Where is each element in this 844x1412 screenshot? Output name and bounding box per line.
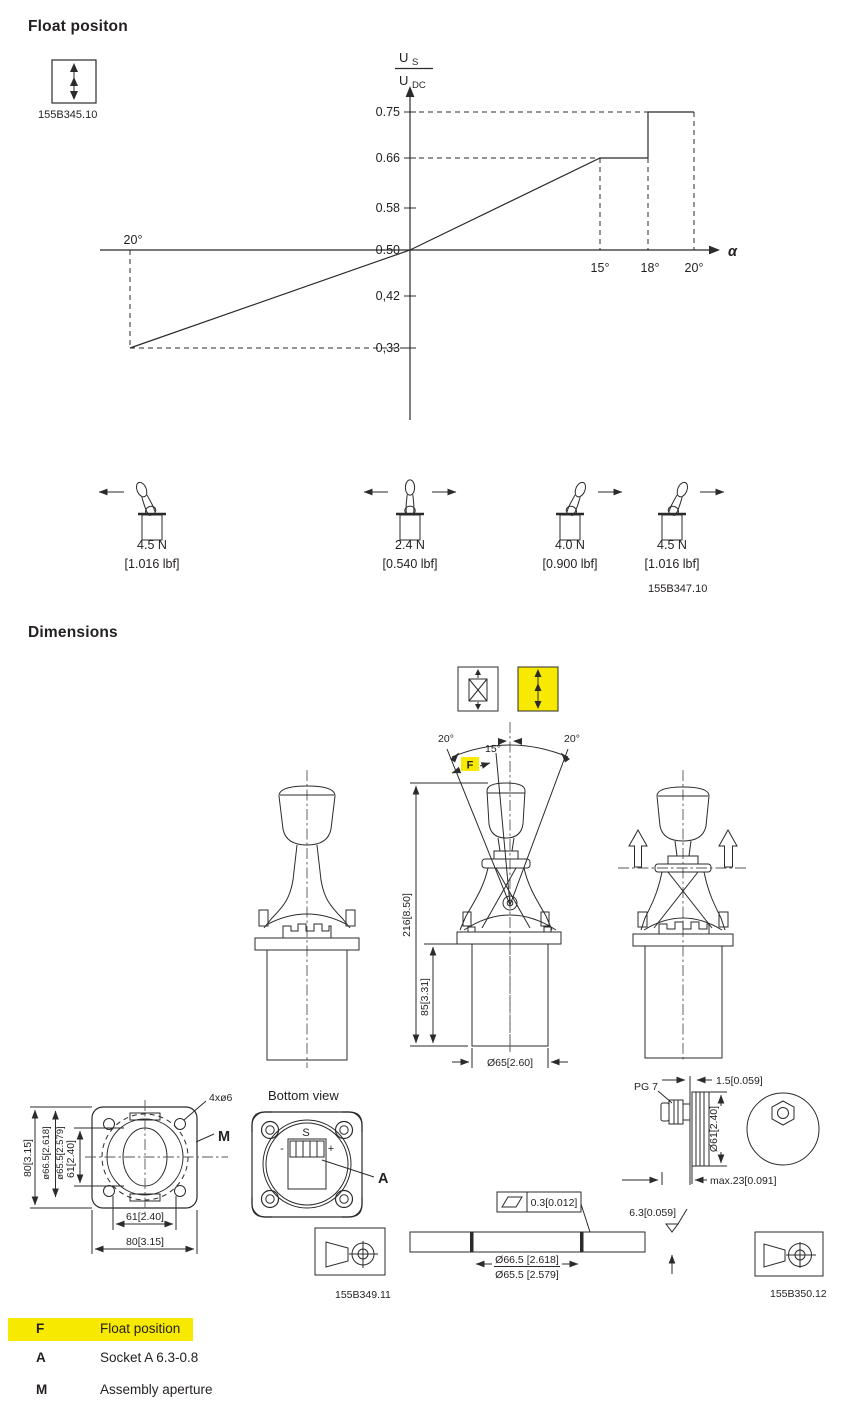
body-height-label: 85[3.31]: [419, 978, 431, 1016]
connector-s-label: S: [302, 1127, 310, 1139]
chart-reference-lines: [130, 112, 694, 348]
legend-key-f: F: [36, 1321, 45, 1336]
bottom-view: [252, 1088, 389, 1217]
svg-text:0.58: 0.58: [375, 201, 400, 215]
y-axis-label-fraction: [395, 50, 433, 91]
svg-text:0,33: 0,33: [375, 341, 400, 355]
pull-view-joystick: [618, 770, 748, 1062]
projection-symbol-right: [755, 1232, 823, 1276]
connector-block: [288, 1139, 326, 1189]
bottom-view-title: Bottom view: [268, 1088, 339, 1103]
force-item-center: [364, 480, 456, 571]
aperture-dia-inner-label: ø65.5[2.579]: [55, 1126, 66, 1180]
section-title-float-position: Float positon: [28, 18, 128, 35]
socket-marker: A: [378, 1171, 389, 1187]
legend-desc-float-position: Float position: [100, 1321, 181, 1336]
force-lbf: [1.016 lbf]: [644, 557, 700, 571]
force-lbf: [1.016 lbf]: [124, 557, 180, 571]
flange-view: [22, 1092, 233, 1254]
assembly-aperture-marker: M: [218, 1129, 231, 1145]
force-item-left: [99, 481, 179, 571]
flange-width-label: 80[3.15]: [126, 1236, 164, 1248]
float-position-chart: [0, 0, 844, 460]
front-view-angle-fan: [438, 722, 580, 1052]
roughness-symbol: [666, 1224, 678, 1232]
figure-ref-155B345: 155B345.10: [38, 109, 98, 121]
svg-text:0.75: 0.75: [375, 105, 400, 119]
panel-thickness-label: 6.3[0.059]: [629, 1207, 676, 1219]
collar-diameter-label: Ø61[2.40]: [708, 1105, 720, 1153]
connector-plus-label: +: [327, 1143, 335, 1155]
legend-key-a: A: [36, 1350, 46, 1365]
chart-data-line: [130, 112, 694, 348]
figure-ref-155B347: 155B347.10: [648, 583, 708, 595]
pull-direction-arrow-left: [629, 830, 647, 867]
svg-text:DC: DC: [412, 80, 426, 91]
max-depth-label: max.23[0.091]: [710, 1175, 777, 1187]
gland-rear-circle: [747, 1093, 819, 1165]
x-tick-labels: [124, 233, 704, 275]
force-lbf: [0.540 lbf]: [382, 557, 438, 571]
spring-return-icon: [52, 60, 96, 103]
force-value: 4.5 N: [137, 538, 167, 552]
cutout-dia-lower-label: Ø65.5 [2.579]: [495, 1269, 559, 1281]
dimensions-drawing: [0, 620, 844, 1320]
connector-minus-label: -: [280, 1143, 284, 1155]
flatness-symbol: [502, 1197, 522, 1207]
force-value: 4.0 N: [555, 538, 585, 552]
cable-gland-view: [622, 1075, 819, 1187]
aperture-width-label: 61[2.40]: [126, 1211, 164, 1223]
cutout-dia-upper-label: Ø66.5 [2.618]: [495, 1254, 559, 1266]
pull-direction-arrow-right: [719, 830, 737, 867]
svg-text:S: S: [412, 57, 419, 68]
figure-ref-155B350: 155B350.12: [770, 1288, 827, 1300]
plate-thickness-label: 1.5[0.059]: [716, 1075, 763, 1087]
svg-text:U: U: [399, 73, 409, 88]
svg-text:20°: 20°: [684, 261, 704, 275]
no-spring-icon: [458, 667, 498, 711]
side-view-joystick: [255, 770, 359, 1068]
svg-text:0,42: 0,42: [375, 289, 400, 303]
flange-holes-label: 4xø6: [209, 1092, 233, 1104]
front-view-joystick: [457, 783, 561, 1052]
flatness-tolerance-label: 0.3[0.012]: [530, 1197, 578, 1209]
hex-nut: [772, 1101, 794, 1125]
x-tick-negative: 20°: [123, 233, 143, 247]
force-value: 4.5 N: [657, 538, 687, 552]
force-item-right-a: [543, 481, 622, 571]
overall-height-label: 216[8.50]: [401, 893, 413, 937]
svg-text:18°: 18°: [640, 261, 660, 275]
body-diameter-label: Ø65[2.60]: [486, 1057, 534, 1069]
aperture-height-label: 61[2.40]: [65, 1140, 77, 1178]
section-title-dimensions: Dimensions: [28, 624, 118, 641]
force-value: 2.4 N: [395, 538, 425, 552]
angle-inner-label: 15°: [485, 743, 501, 755]
legend-key-m: M: [36, 1382, 48, 1397]
figure-ref-155B349: 155B349.11: [335, 1289, 391, 1301]
svg-text:U: U: [399, 50, 409, 65]
svg-text:0.50: 0.50: [375, 243, 400, 257]
svg-text:15°: 15°: [590, 261, 610, 275]
float-marker-label: F: [466, 759, 474, 772]
panel-section: [410, 1192, 687, 1281]
legend-desc-socket: Socket A 6.3-0.8: [100, 1350, 199, 1365]
force-lbf: [0.900 lbf]: [542, 557, 598, 571]
y-tick-labels: [376, 105, 400, 355]
flange-height-label: 80[3.15]: [22, 1139, 34, 1177]
projection-symbol-left: [315, 1228, 385, 1275]
legend-desc-assembly-aperture: Assembly aperture: [100, 1382, 213, 1397]
angle-left-label: 20°: [438, 733, 454, 745]
actuation-force-diagram: [0, 460, 844, 620]
svg-text:0.66: 0.66: [375, 151, 400, 165]
chart-axes: [100, 86, 738, 420]
force-item-right-b: [645, 481, 724, 571]
panel-bar: [410, 1232, 645, 1252]
gland-thread-label: PG 7: [634, 1081, 658, 1093]
float-position-icon-highlighted: [518, 667, 558, 711]
angle-right-label: 20°: [564, 733, 580, 745]
x-axis-symbol: α: [728, 244, 737, 260]
aperture-dia-outer-label: ø66.5[2.618]: [41, 1126, 52, 1180]
